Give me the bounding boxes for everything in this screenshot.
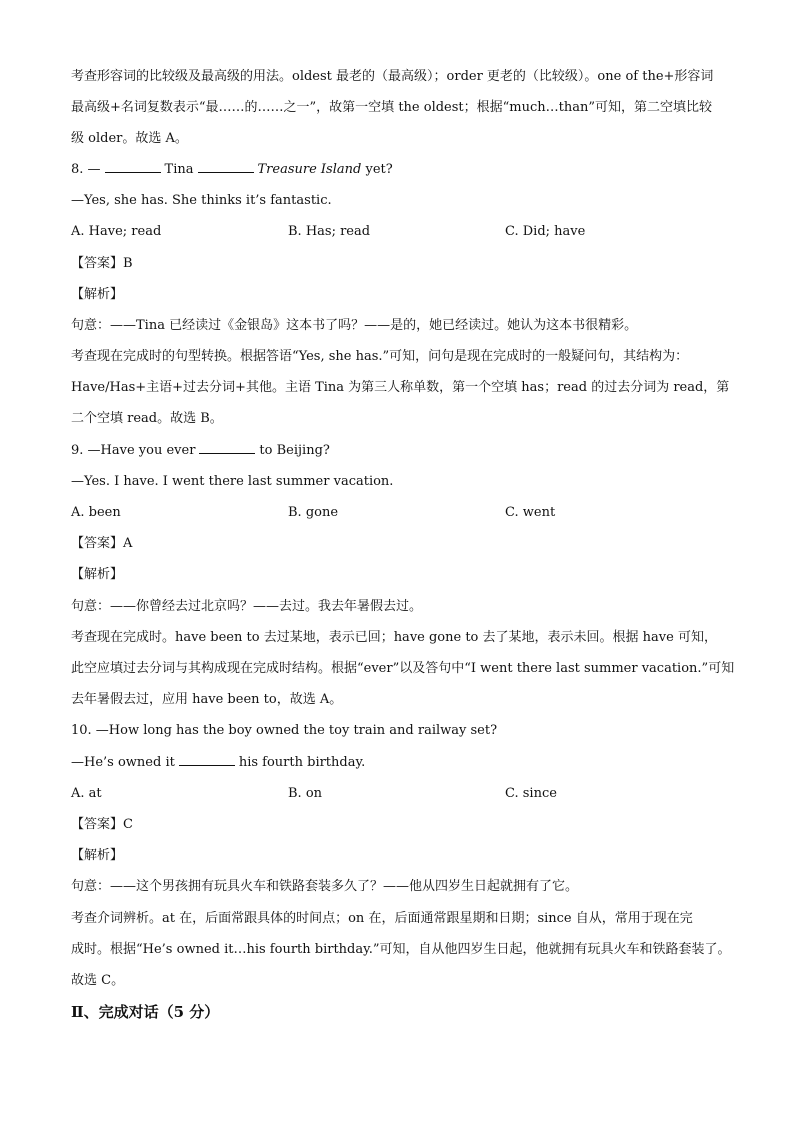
q10-option-b: B. on xyxy=(288,786,323,801)
section-heading: Ⅱ、完成对话（5 分） xyxy=(71,1003,220,1021)
q8-stem-prefix: 8. — xyxy=(71,162,101,177)
q10-reply-prefix: —He’s owned it xyxy=(71,755,175,770)
q9-analysis-line-3: 此空应填过去分词与其构成现在完成时结构。根据“ever”以及答句中“I went there last summer vacation.”可知 xyxy=(71,661,735,676)
intro-line-3: 级 older。故选 A。 xyxy=(71,131,188,146)
q9-option-c: C. went xyxy=(505,505,556,520)
q8-analysis-line-2: 考查现在完成时的句型转换。根据答语“Yes, she has.”可知，问句是现在完成时的一般疑问句，其结构为： xyxy=(71,349,689,364)
q10-reply-suffix: his fourth birthday. xyxy=(238,755,366,770)
q10-option-a: A. at xyxy=(71,786,102,801)
q9-blank xyxy=(199,442,255,454)
q8-stem-mid: Tina xyxy=(164,162,194,177)
q9-analysis-label: 【解析】 xyxy=(71,567,124,582)
q8-analysis-label: 【解析】 xyxy=(71,287,124,302)
intro-line-1: 考查形容词的比较级及最高级的用法。oldest 最老的（最高级）；order 更老的（比较级）。one of the+形容词 xyxy=(71,69,714,84)
q10-analysis-label: 【解析】 xyxy=(71,848,124,863)
q10-analysis-line-1: 句意：——这个男孩拥有玩具火车和铁路套装多久了？——他从四岁生日起就拥有了它。 xyxy=(71,879,579,894)
q8-analysis-line-1: 句意：——Tina 已经读过《金银岛》这本书了吗？——是的，她已经读过。她认为这本书很精彩。 xyxy=(71,318,638,333)
q9-stem-prefix: 9. —Have you ever xyxy=(71,443,196,458)
q9-option-b: B. gone xyxy=(288,505,339,520)
q8-analysis-line-4: 二个空填 read。故选 B。 xyxy=(71,411,223,426)
q9-stem-suffix: to Beijing? xyxy=(259,443,330,458)
q9-reply: —Yes. I have. I went there last summer vacation. xyxy=(71,474,394,489)
q8-reply: —Yes, she has. She thinks it’s fantastic. xyxy=(71,193,332,208)
q9-option-a: A. been xyxy=(71,505,121,520)
q10-analysis-line-4: 故选 C。 xyxy=(71,973,125,988)
q10-analysis-line-3: 成时。根据“He’s owned it…his fourth birthday.”可知，自从他四岁生日起，他就拥有玩具火车和铁路套装了。 xyxy=(71,942,731,957)
q10-blank xyxy=(179,754,235,766)
q10-reply xyxy=(71,754,365,772)
q8-option-a: A. Have; read xyxy=(71,224,162,239)
q10-stem: 10. —How long has the boy owned the toy train and railway set? xyxy=(71,723,498,738)
q10-answer: 【答案】C xyxy=(71,817,133,832)
q8-blank-2 xyxy=(198,161,254,173)
intro-line-2: 最高级+名词复数表示“最……的……之一”，故第一空填 the oldest；根据“much…than”可知，第二空填比较 xyxy=(71,100,712,115)
q10-analysis-line-2: 考查介词辨析。at 在，后面常跟具体的时间点；on 在，后面通常跟星期和日期；since 自从，常用于现在完 xyxy=(71,911,693,926)
q9-analysis-line-1: 句意：——你曾经去过北京吗？——去过。我去年暑假去过。 xyxy=(71,599,423,614)
q8-option-b: B. Has; read xyxy=(288,224,371,239)
q8-book-title: Treasure Island xyxy=(257,162,362,177)
q10-option-c: C. since xyxy=(505,786,557,801)
q8-stem xyxy=(71,161,393,179)
q9-stem xyxy=(71,442,330,460)
q8-option-c: C. Did; have xyxy=(505,224,586,239)
q9-analysis-line-4: 去年暑假去过，应用 have been to，故选 A。 xyxy=(71,692,343,707)
q8-blank-1 xyxy=(105,161,161,173)
q9-answer: 【答案】A xyxy=(71,536,133,551)
q8-answer: 【答案】B xyxy=(71,256,133,271)
q8-stem-suffix: yet? xyxy=(365,162,393,177)
q8-analysis-line-3: Have/Has+主语+过去分词+其他。主语 Tina 为第三人称单数，第一个空填 has；read 的过去分词为 read，第 xyxy=(71,380,730,395)
q9-analysis-line-2: 考查现在完成时。have been to 去过某地，表示已回；have gone to 去了某地，表示未回。根据 have 可知， xyxy=(71,630,717,645)
